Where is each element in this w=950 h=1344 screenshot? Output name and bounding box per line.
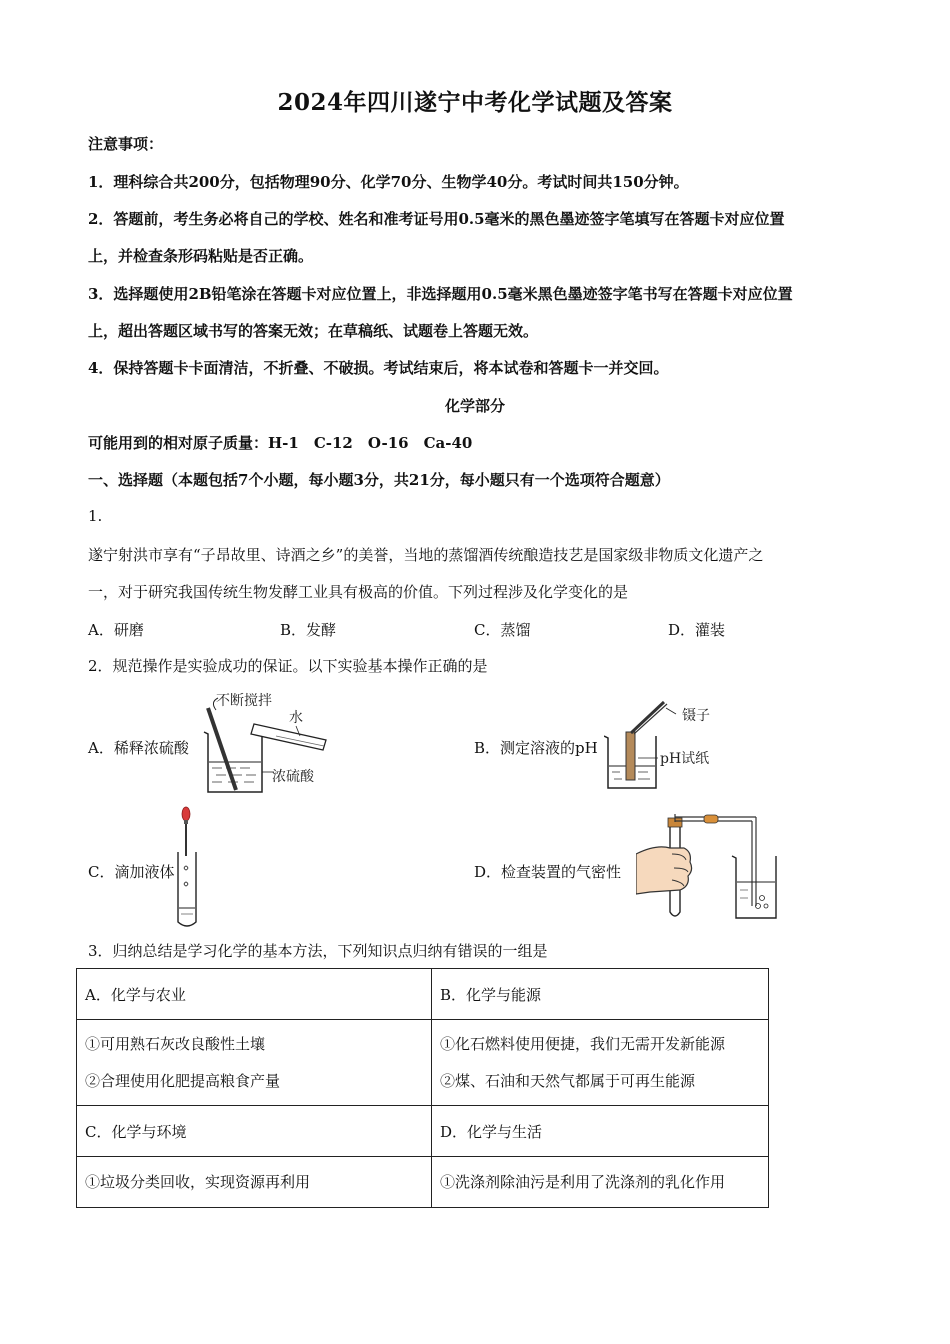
figure-label-stir: 不断搅拌: [216, 693, 272, 709]
q1-text: 遂宁射洪市享有“子昂故里、诗酒之乡”的美誉，当地的蒸馏酒传统酿造技艺是国家级非物质文化遗产之: [88, 546, 764, 564]
notice-item: 2．答题前，考生务必将自己的学校、姓名和准考证号用0.5毫米的黑色墨迹签字笔填写在答题卡对应位置: [88, 210, 785, 228]
table-row: [77, 1106, 769, 1157]
dilute-acid-figure: [196, 688, 336, 798]
notice-item: 1．理科综合共200分，包括物理90分、化学70分、生物学40分。考试时间共150分钟。: [88, 173, 689, 191]
q2-stem: 2．规范操作是实验成功的保证。以下实验基本操作正确的是: [88, 657, 488, 675]
table-cell-d-items: [432, 1157, 769, 1208]
q2-option-a: A．稀释浓硫酸: [88, 739, 189, 757]
notice-heading: 注意事项：: [88, 135, 164, 153]
q3-table: [76, 968, 769, 1208]
notice-item: 上，超出答题区域书写的答案无效；在草稿纸、试题卷上答题无效。: [88, 322, 539, 340]
table-row: [77, 969, 769, 1020]
q1-option-b: B．发酵: [280, 621, 337, 639]
figure-label-water: 水: [289, 710, 303, 726]
table-row: [77, 1020, 769, 1106]
notice-item: 3．选择题使用2B铅笔涂在答题卡对应位置上，非选择题用0.5毫米黑色墨迹签字笔书写在答题卡对应位置: [88, 285, 793, 303]
page-title: 2024年四川遂宁中考化学试题及答案: [277, 89, 673, 116]
q1-number: 1.: [88, 507, 103, 525]
table-row: [77, 1157, 769, 1208]
section-title: 化学部分: [444, 397, 505, 415]
table-cell-c-head: C．化学与环境: [77, 1106, 432, 1157]
table-cell-c-items: [77, 1157, 432, 1208]
notice-item: 上，并检查条形码粘贴是否正确。: [88, 247, 314, 265]
table-cell-line: ①可用熟石灰改良酸性土壤: [85, 1034, 266, 1053]
q1-text: 一，对于研究我国传统生物发酵工业具有极高的价值。下列过程涉及化学变化的是: [88, 583, 629, 601]
table-cell-line: ②合理使用化肥提高粮食产量: [85, 1071, 281, 1090]
atomic-masses: 可能用到的相对原子质量：H-1 C-12 O-16 Ca-40: [88, 434, 473, 452]
table-cell-line: ①化石燃料使用便捷，我们无需开发新能源: [440, 1034, 726, 1053]
part1-heading: 一、选择题（本题包括7个小题，每小题3分，共21分，每小题只有一个选项符合题意）: [88, 471, 670, 489]
table-cell-b-head: B．化学与能源: [432, 969, 769, 1020]
figure-label-ph-paper: pH试纸: [660, 751, 710, 767]
table-cell-a-head: A．化学与农业: [77, 969, 432, 1020]
q2-option-d: D．检查装置的气密性: [474, 863, 622, 881]
q2-option-c: C．滴加液体: [88, 863, 175, 881]
notice-item: 4．保持答题卡卡面清洁，不折叠、不破损。考试结束后，将本试卷和答题卡一并交回。: [88, 359, 669, 377]
table-cell-line: ①洗涤剂除油污是利用了洗涤剂的乳化作用: [440, 1172, 726, 1191]
table-cell-d-head: D．化学与生活: [432, 1106, 769, 1157]
figure-label-tweezers: 镊子: [682, 708, 710, 724]
airtightness-figure: [636, 814, 781, 924]
figure-label-conc-acid: 浓硫酸: [272, 769, 314, 785]
table-cell-b-items: [432, 1020, 769, 1106]
q1-option-d: D．灌装: [668, 621, 726, 639]
q3-stem: 3．归纳总结是学习化学的基本方法，下列知识点归纳有错误的一组是: [88, 942, 548, 960]
q1-option-c: C．蒸馏: [474, 621, 531, 639]
q1-option-a: A．研磨: [88, 621, 144, 639]
ph-test-figure: [604, 700, 734, 794]
dropper-figure: [172, 804, 204, 932]
q2-option-b: B．测定溶液的pH: [474, 739, 598, 757]
table-cell-a-items: [77, 1020, 432, 1106]
table-cell-line: ①垃圾分类回收，实现资源再利用: [85, 1172, 311, 1191]
table-cell-line: ②煤、石油和天然气都属于可再生能源: [440, 1071, 696, 1090]
